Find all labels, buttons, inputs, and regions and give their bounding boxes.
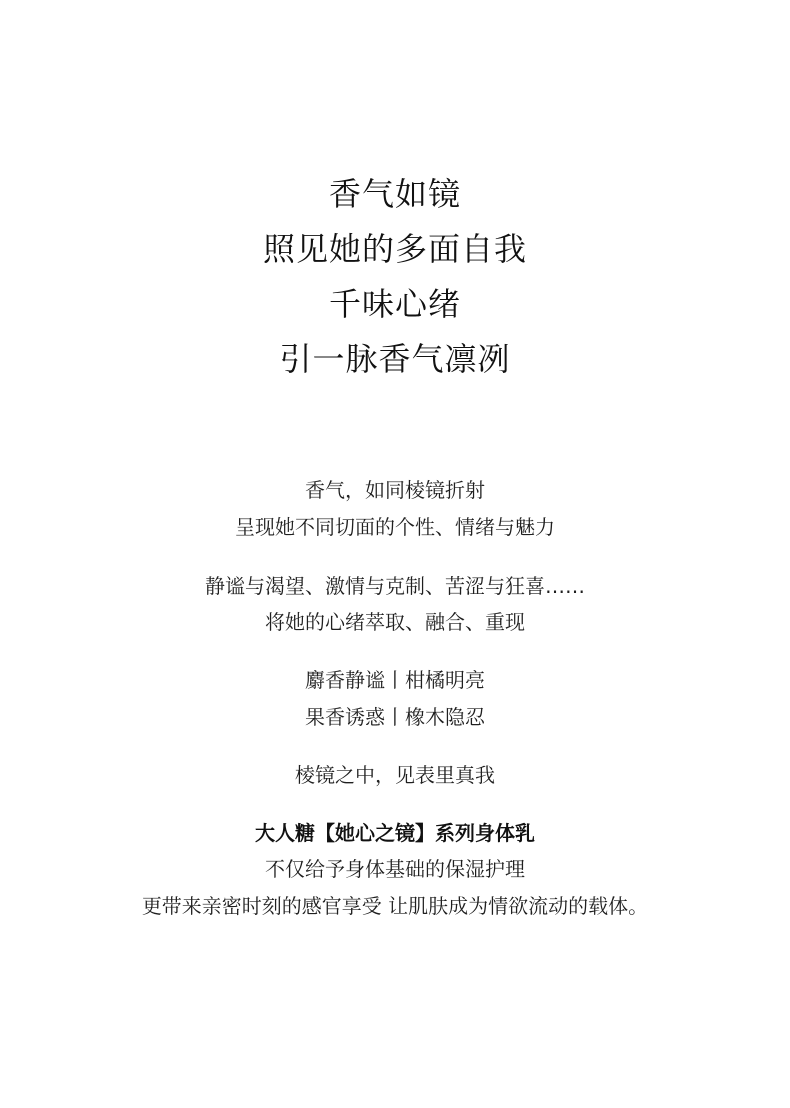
emotions-line-2: 将她的心绪萃取、融合、重现 — [265, 610, 525, 634]
prism-line: 棱镜之中，见表里真我 — [295, 763, 495, 787]
emotions-line-1: 静谧与渴望、激情与克制、苦涩与狂喜…… — [205, 574, 585, 598]
product-line-2: 更带来亲密时刻的感官享受 让肌肤成为情欲流动的载体。 — [141, 894, 649, 918]
intro-line-2: 呈现她不同切面的个性、情绪与魅力 — [235, 515, 555, 539]
notes-line-1: 麝香静谧丨柑橘明亮 — [305, 668, 485, 692]
headline-line-1: 香气如镜 — [328, 175, 461, 213]
product-title: 大人糖【她心之镜】系列身体乳 — [255, 821, 535, 845]
headline-line-3: 千味心绪 — [328, 285, 461, 323]
product-line-1: 不仅给予身体基础的保湿护理 — [265, 857, 525, 881]
headline-line-4: 引一脉香气凛冽 — [279, 340, 511, 378]
intro-line-1: 香气，如同棱镜折射 — [305, 478, 485, 502]
headline-line-2: 照见她的多面自我 — [262, 230, 527, 268]
notes-line-2: 果香诱惑丨橡木隐忍 — [305, 705, 485, 729]
